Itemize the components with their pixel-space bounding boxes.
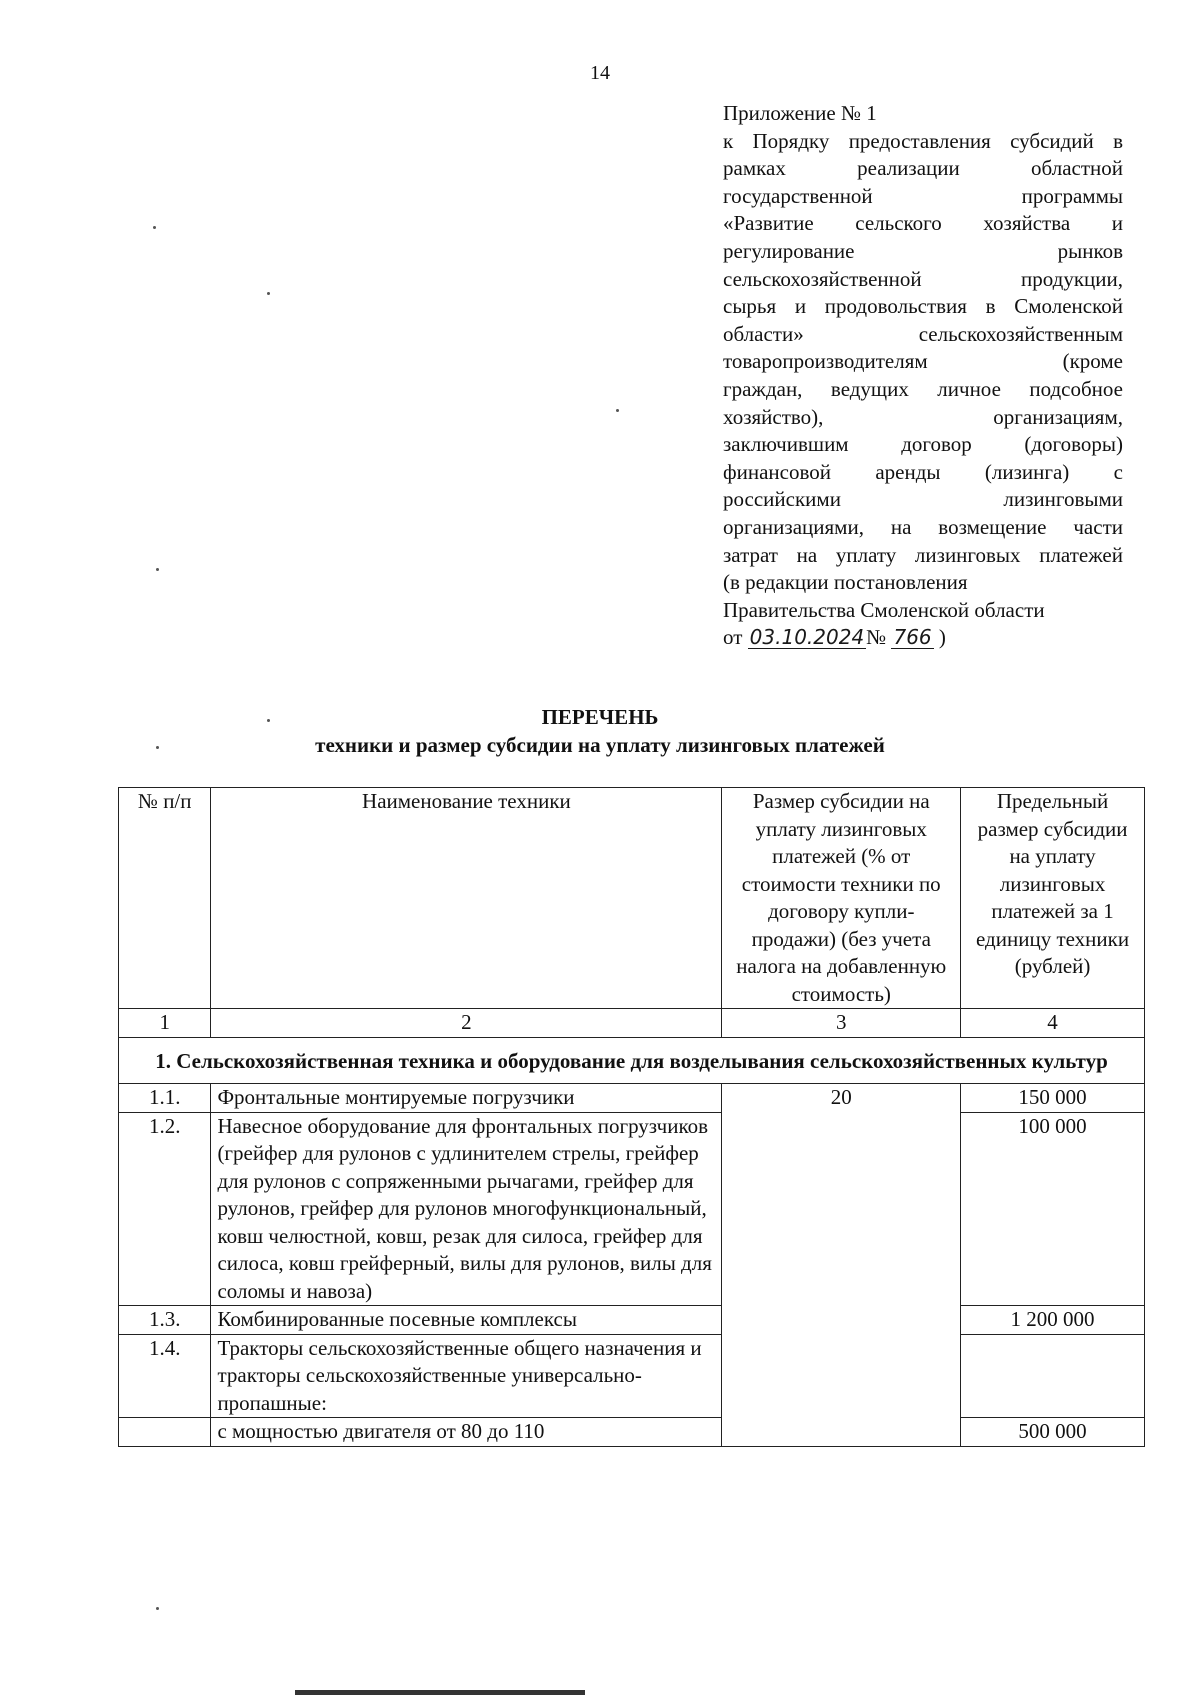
table-row [119,1084,1145,1113]
closing-paren: ) [938,625,946,650]
row-num [119,1418,211,1447]
section-row [119,1037,1145,1084]
table-row [119,1112,1145,1306]
appendix-line: товаропроизводителям (кроме [723,349,1123,374]
from-prefix: от [723,625,743,650]
scan-speck [153,226,156,229]
header-name: Наименование техники [211,788,722,1009]
title-subtitle: техники и размер субсидии на уплату лизинговых платежей [315,733,885,757]
appendix-line: регулирование рынков [723,238,1123,263]
scan-speck [156,1607,159,1610]
column-number: 1 [119,1009,211,1038]
column-number: 3 [722,1009,961,1038]
number-sign: № [866,625,887,650]
appendix-line: затрат на уплату лизинговых платежей [723,542,1123,567]
scan-edge-line [295,1690,585,1695]
appendix-line: сырья и продовольствия в Смоленской [723,294,1123,319]
appendix-date-line [723,624,1123,652]
table-row [119,1418,1145,1447]
row-max: 100 000 [961,1112,1145,1306]
header-max: Предельный размер субсидии на уплату лизинговых платежей за 1 единицу техники (рублей) [961,788,1145,1009]
table-header-row [119,788,1145,1009]
scan-speck [267,292,270,295]
header-percent: Размер субсидии на уплату лизинговых платежей (% от стоимости техники по договору купли-продажи) (без учета налога на добавленную стоимость) [722,788,961,1009]
appendix-note [723,100,1123,652]
appendix-line: хозяйство), организациям, [723,404,1123,429]
row-max: 1 200 000 [961,1306,1145,1335]
page-number: 14 [590,62,610,84]
row-name: Тракторы сельскохозяйственные общего назначения и тракторы сельскохозяйственные универсально-пропашные: [211,1334,722,1418]
scan-speck [156,746,159,749]
handwritten-date: 03.10.2024 [749,625,865,650]
column-number: 4 [961,1009,1145,1038]
appendix-line: (в редакции постановления [723,570,968,595]
appendix-line: заключившим договор (договоры) [723,432,1123,457]
appendix-line: «Развитие сельского хозяйства и [723,211,1123,236]
row-name: Фронтальные монтируемые погрузчики [211,1084,722,1113]
appendix-line: рамках реализации областной [723,156,1123,181]
row-max [961,1334,1145,1418]
table-row [119,1334,1145,1418]
row-max: 500 000 [961,1418,1145,1447]
appendix-line: сельскохозяйственной продукции, [723,266,1123,291]
header-num: № п/п [119,788,211,1009]
table-row [119,1306,1145,1335]
row-name: Навесное оборудование для фронтальных погрузчиков (грейфер для рулонов с удлинителем стрелы, грейфер для рулонов с сопряженными рычагами, грейфер для рулонов, грейфер для рулонов многофункциональный, ковш челюстной, ковш, резак для силоса, грейфер для силоса, ковш грейферный, вилы для рулонов, вилы для соломы и навоза) [211,1112,722,1306]
shared-percent: 20 [722,1084,961,1447]
appendix-line: финансовой аренды (лизинга) с [723,459,1123,484]
row-max: 150 000 [961,1084,1145,1113]
appendix-line: граждан, ведущих личное подсобное [723,376,1123,401]
row-name: Комбинированные посевные комплексы [211,1306,722,1335]
appendix-line: государственной программы [723,183,1123,208]
appendix-line: области» сельскохозяйственным [723,321,1123,346]
appendix-line: российскими лизинговыми [723,487,1123,512]
appendix-line: организациями, на возмещение части [723,514,1123,539]
row-num: 1.3. [119,1306,211,1335]
scan-speck [616,409,619,412]
technology-table [118,787,1145,1447]
scan-speck [267,719,270,722]
handwritten-number: 766 [893,625,932,650]
appendix-line: к Порядку предоставления субсидий в [723,128,1123,153]
appendix-line: Приложение № 1 [723,101,877,125]
document-title [0,703,1200,759]
scan-speck [156,568,159,571]
column-number: 2 [211,1009,722,1038]
appendix-line: Правительства Смоленской области [723,597,1045,622]
section-heading: 1. Сельскохозяйственная техника и оборудование для возделывания сельскохозяйственных культур [119,1037,1145,1084]
title-main: ПЕРЕЧЕНЬ [541,705,659,729]
row-num: 1.4. [119,1334,211,1418]
row-num: 1.1. [119,1084,211,1113]
row-num: 1.2. [119,1112,211,1306]
row-name: с мощностью двигателя от 80 до 110 [211,1418,722,1447]
column-numbers-row [119,1009,1145,1038]
